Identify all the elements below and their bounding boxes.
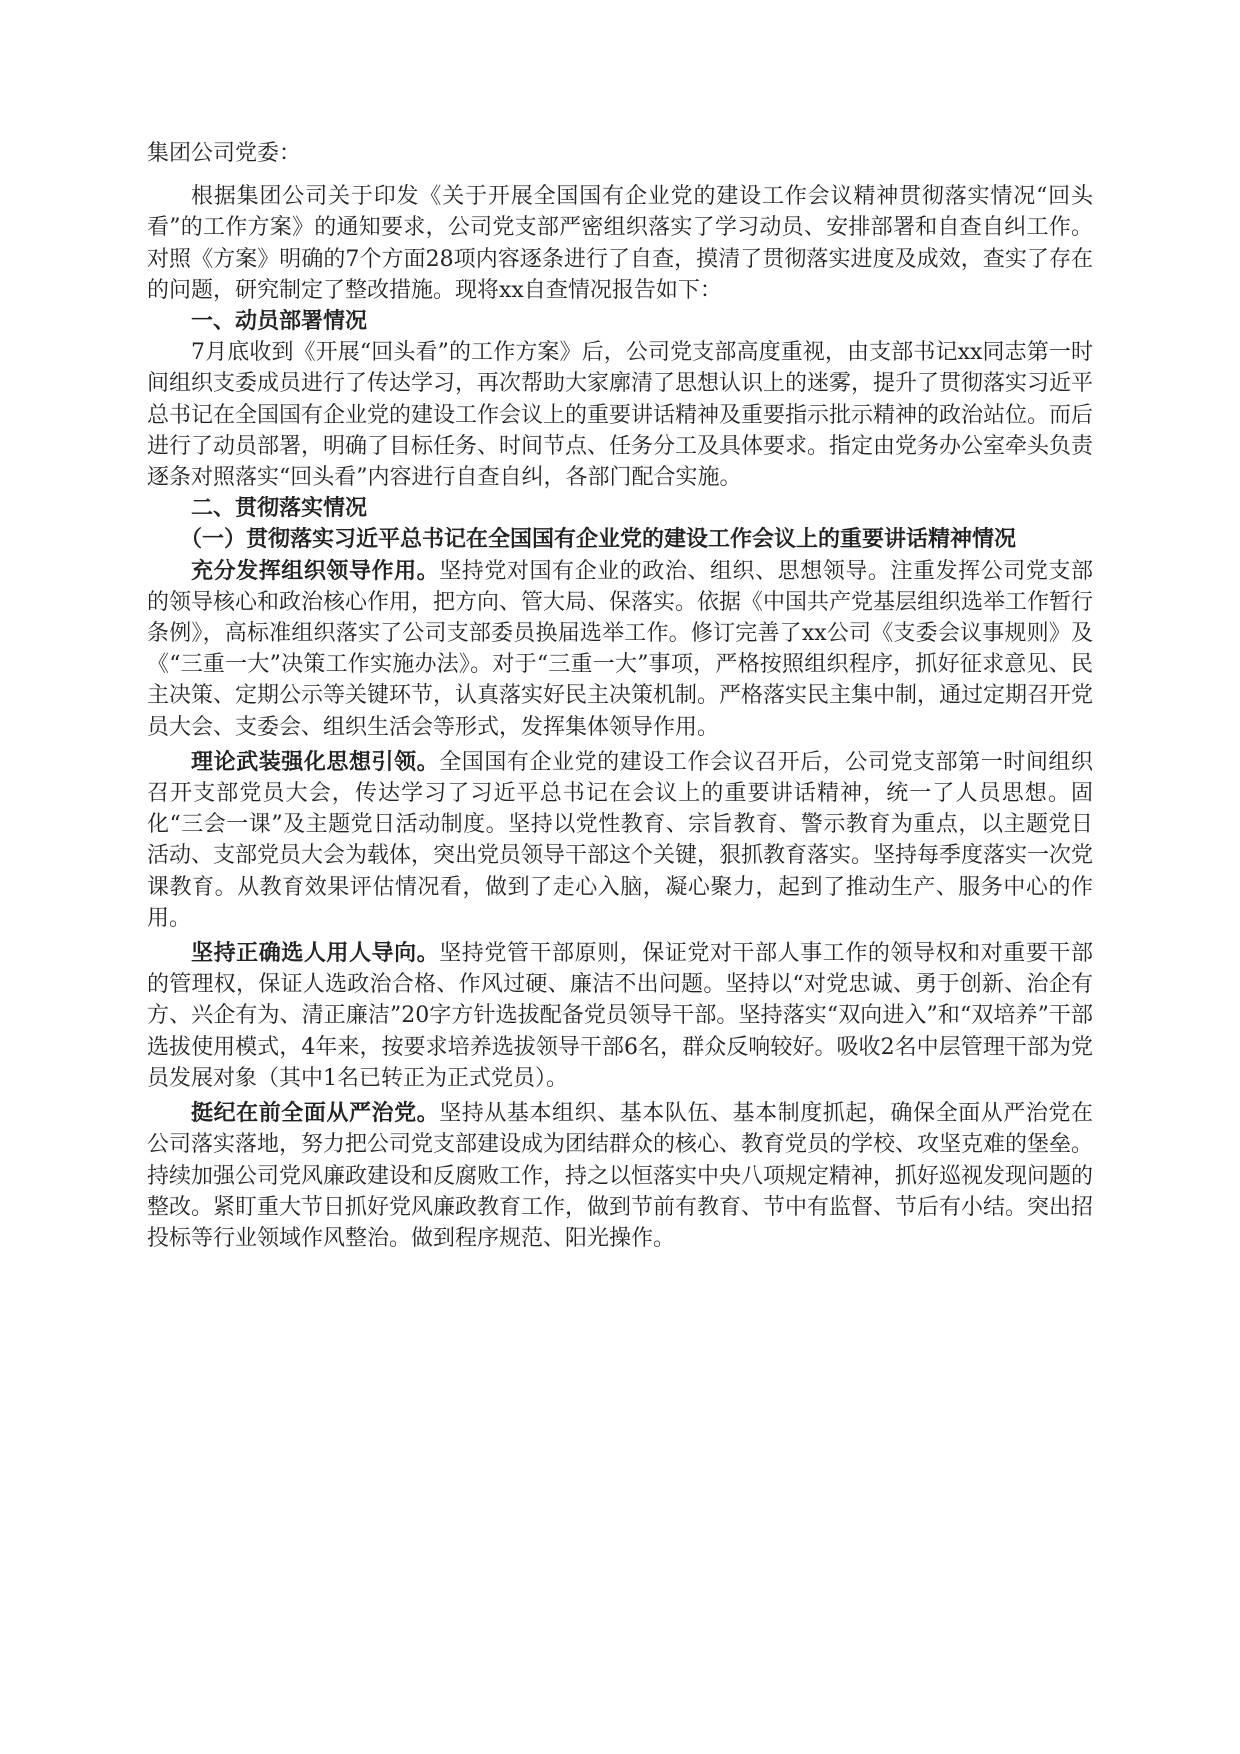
document-page [147, 138, 1093, 1254]
section1-paragraph: 7月底收到《开展“回头看”的工作方案》后，公司党支部高度重视，由支部书记xx同志第一时间组织支委成员进行了传达学习，再次帮助大家廓清了思想认识上的迷雾，提升了贯彻落实习近平总书记在全国国有企业党的建设工作会议上的重要讲话精神及重要指示批示精神的政治站位。而后进行了动员部署，明确了目标任务、时间节点、任务分工及具体要求。指定由党务办公室牵头负责逐条对照落实“回头看”内容进行自查自纠，各部门配合实施。 [147, 340, 1094, 491]
section2-subheading: （一）贯彻落实习近平总书记在全国国有企业党的建设工作会议上的重要讲话精神情况 [180, 526, 1017, 553]
item-lead: 充分发挥组织领导作用。 [191, 557, 440, 584]
item-lead: 坚持正确选人用人导向。 [191, 940, 440, 967]
item-body: 全国国有企业党的建设工作会议召开后，公司党支部第一时间组织召开支部党员大会，传达学习了习近平总书记在会议上的重要讲话精神，统一了人员思想。固化“三会一课”及主题党日活动制度。坚持以党性教育、宗旨教育、警示教育为重点，以主题党日活动、支部党员大会为载体，突出党员领导干部这个关键，狠抓教育落实。坚持每季度落实一次党课教育。从教育效果评估情况看，做到了走心入脑，凝心聚力，起到了推动生产、服务中心的作用。 [147, 749, 1094, 931]
section2-heading: 二、贯彻落实情况 [191, 495, 368, 522]
item-body: 坚持党对国有企业的政治、组织、思想领导。注重发挥公司党支部的领导核心和政治核心作用，把方向、管大局、保落实。依据《中国共产党基层组织选举工作暂行条例》，高标准组织落实了公司支部委员换届选举工作。修订完善了xx公司《支委会议事规则》及《“三重一大”决策工作实施办法》。对于“三重一大”事项，严格按照组织程序，抓好征求意见、民主决策、定期公示等关键环节，认真落实好民主决策机制。严格落实民主集中制，通过定期召开党员大会、支委会、组织生活会等形式，发挥集体领导作用。 [147, 558, 1094, 740]
item-body: 坚持党管干部原则，保证党对干部人事工作的领导权和对重要干部的管理权，保证人选政治合格、作风过硬、廉洁不出问题。坚持以“对党忠诚、勇于创新、治企有方、兴企有为、清正廉洁”20字方针选拔配备党员领导干部。坚持落实“双向进入”和“双培养”干部选拔使用模式，4年来，按要求培养选拔领导干部6名，群众反响较好。吸收2名中层管理干部为党员发展对象（其中1名已转正为正式党员）。 [147, 941, 1093, 1091]
item-paragraph-2 [147, 747, 1093, 934]
greeting: 集团公司党委： [147, 141, 302, 166]
section1-heading: 一、动员部署情况 [191, 308, 368, 335]
item-body: 坚持从基本组织、基本队伍、基本制度抓起，确保全面从严治党在公司落实落地，努力把公司党支部建设成为团结群众的核心、教育党员的学校、攻坚克难的堡垒。持续加强公司党风廉政建设和反腐败工作，持之以恒落实中央八项规定精神，抓好巡视发现问题的整改。紧盯重大节日抓好党风廉政教育工作，做到节前有教育、节中有监督、节后有小结。突出招投标等行业领域作风整治。做到程序规范、阳光操作。 [147, 1101, 1094, 1251]
item-lead: 理论武装强化思想引领。 [191, 748, 440, 775]
item-lead: 挺纪在前全面从严治党。 [191, 1100, 440, 1127]
item-paragraph-1 [147, 556, 1093, 743]
item-paragraph-3 [147, 938, 1093, 1094]
item-paragraph-4 [147, 1098, 1093, 1254]
intro-paragraph: 根据集团公司关于印发《关于开展全国国有企业党的建设工作会议精神贯彻落实情况“回头看”的工作方案》的通知要求，公司党支部严密组织落实了学习动员、安排部署和自查自纠工作。对照《方案》明确的7个方面28项内容逐条进行了自查，摸清了贯彻落实进度及成效，查实了存在的问题，研究制定了整改措施。现将xx自查情况报告如下： [147, 184, 1094, 303]
